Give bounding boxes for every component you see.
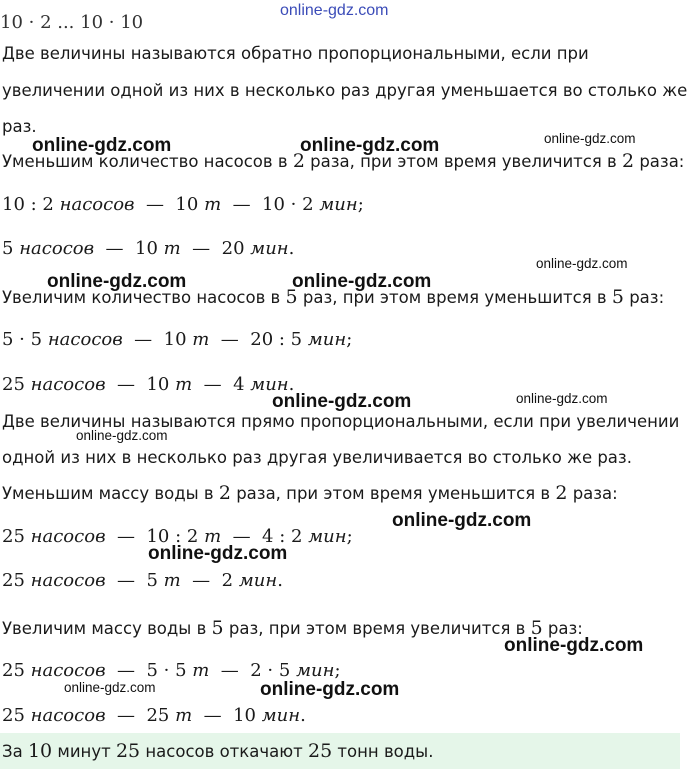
watermark: online-gdz.com — [76, 428, 168, 443]
watermark: online-gdz.com — [32, 135, 172, 156]
paragraph1-line1: Две величины называются обратно пропорциональными, если при — [2, 44, 589, 63]
equation-6: 25 насосов — 5 т — 2 мин. — [2, 570, 283, 591]
equation-5: 25 насосов — 10 : 2 т — 4 : 2 мин; — [2, 526, 353, 547]
watermark: online-gdz.com — [260, 679, 400, 700]
equation-1: 10 : 2 насосов — 10 т — 10 · 2 мин; — [2, 194, 364, 215]
answer-text: За 10 минут 25 насосов откачают 25 тонн воды. — [2, 740, 434, 762]
watermark-top[interactable]: online-gdz.com — [280, 2, 389, 19]
step4-text: Увеличим массу воды в 5 раз, при этом время увеличится в 5 раз: — [2, 617, 583, 639]
equation-8: 25 насосов — 25 т — 10 мин. — [2, 705, 306, 726]
paragraph1-line3: раз. — [2, 117, 37, 136]
watermark: online-gdz.com — [148, 543, 288, 564]
watermark: online-gdz.com — [392, 510, 532, 531]
watermark: online-gdz.com — [47, 271, 187, 292]
answer-box — [0, 733, 680, 769]
watermark: online-gdz.com — [504, 635, 644, 656]
equation-7: 25 насосов — 5 · 5 т — 2 · 5 мин; — [2, 660, 341, 681]
watermark: online-gdz.com — [272, 391, 412, 412]
equation-2: 5 насосов — 10 т — 20 мин. — [2, 238, 295, 259]
watermark: online-gdz.com — [300, 135, 440, 156]
watermark: online-gdz.com — [544, 131, 636, 146]
paragraph1-line2: увеличении одной из них в несколько раз другая уменьшается во столько же — [2, 81, 687, 100]
step2-text: Увеличим количество насосов в 5 раз, при этом время уменьшится в 5 раз: — [2, 286, 665, 308]
watermark: online-gdz.com — [64, 680, 156, 695]
paragraph2-line2: одной из них в несколько раз другая увеличивается во столько же раз. — [2, 448, 632, 467]
watermark: online-gdz.com — [516, 391, 608, 406]
watermark: online-gdz.com — [292, 271, 432, 292]
equation-3: 5 · 5 насосов — 10 т — 20 : 5 мин; — [2, 329, 353, 350]
paragraph2-line1: Две величины называются прямо пропорциональными, если при увеличении — [2, 412, 680, 431]
step1-text: Уменьшим количество насосов в 2 раза, при этом время увеличится в 2 раза: — [2, 150, 685, 172]
equation-4: 25 насосов — 10 т — 4 мин. — [2, 374, 295, 395]
watermark: online-gdz.com — [536, 256, 628, 271]
cut-off-line: 10 · 2 ... 10 · 10 — [0, 12, 144, 33]
step3-text: Уменьшим массу воды в 2 раза, при этом время уменьшится в 2 раза: — [2, 482, 618, 504]
